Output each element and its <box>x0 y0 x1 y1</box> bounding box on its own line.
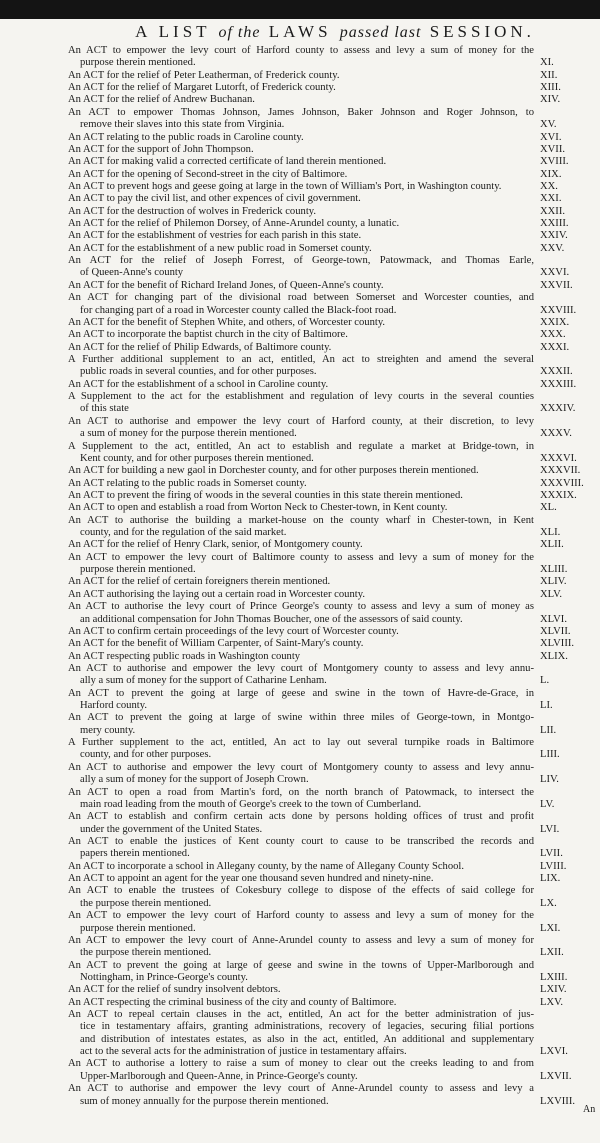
law-entry-line: An ACT for the relief of Andrew Buchanan. <box>68 94 255 106</box>
law-entry-line: An ACT to prevent the going at large of geese and swine in the town of Havre-de-Grace, in <box>68 687 534 699</box>
law-entry-line: An ACT to confirm certain proceedings of the levy court of Worcester county. <box>68 625 399 637</box>
law-entry <box>68 342 600 354</box>
law-entry-line: An ACT for the destruction of wolves in Frederick county. <box>68 205 317 217</box>
title-part: SESSION. <box>429 22 535 41</box>
law-entry-line: An ACT relating to the public roads in Caroline county. <box>68 131 304 143</box>
law-entry <box>68 552 600 577</box>
chapter-numeral: XXX. <box>540 329 566 341</box>
law-entry-line: An ACT to empower the levy court of Harford county to assess and levy a sum of money for the <box>68 45 534 56</box>
law-entry-line: An ACT to empower Thomas Johnson, James Johnson, Baker Johnson and Roger Johnson, to <box>68 106 534 118</box>
law-entry-line: An ACT to authorise and empower the levy court of Harford county, at their discretion, to levy <box>68 415 534 427</box>
law-entry-line: An ACT to enable the trustees of Cokesbury college to dispose of the effects of said college for <box>68 885 534 897</box>
chapter-numeral: XXXVI. <box>540 452 577 464</box>
law-entry-line: for changing part of a road in Worcester county called the Black-foot road. <box>80 304 397 316</box>
law-entry <box>68 317 600 329</box>
law-entry <box>68 576 600 588</box>
law-entry-line: An ACT to prevent the going at large of geese and swine in the towns of Upper-Marlborough and <box>68 959 534 971</box>
law-entry-line: An ACT to authorise and empower the levy court of Anne-Arundel county to assess and levy a <box>68 1083 534 1095</box>
law-entry-line: An ACT to open and establish a road from Worton Neck to Chester-town, in Kent county. <box>68 502 448 514</box>
chapter-numeral: XXXVIII. <box>540 477 584 489</box>
law-entry <box>68 329 600 341</box>
law-entry <box>68 280 600 292</box>
law-entry <box>68 132 600 144</box>
law-entry-line: the purpose therein mentioned. <box>80 897 212 909</box>
law-entry <box>68 762 600 787</box>
chapter-numeral: LIV. <box>540 774 559 786</box>
chapter-numeral: LVI. <box>540 823 560 835</box>
law-entry <box>68 712 600 737</box>
chapter-numeral: XXIII. <box>540 218 569 230</box>
law-entry-line: An ACT for the support of John Thompson. <box>68 143 254 155</box>
title-part: LAWS <box>268 22 332 41</box>
law-entry <box>68 601 600 626</box>
chapter-numeral: XXVII. <box>540 279 573 291</box>
law-entry-line: An ACT for the establishment of a new public road in Somerset county. <box>68 242 372 254</box>
chapter-numeral: LXVII. <box>540 1070 572 1082</box>
law-entry-line: sum of money annually for the purpose therein mentioned. <box>80 1095 329 1107</box>
law-entry <box>68 230 600 242</box>
law-entry-line: remove their slaves into this state from Virginia. <box>80 119 285 131</box>
chapter-numeral: XXXV. <box>540 428 572 440</box>
law-entry <box>68 255 600 280</box>
chapter-numeral: LX. <box>540 897 557 909</box>
law-entry-line: An ACT for the relief of Philip Edwards, of Baltimore county. <box>68 341 332 353</box>
law-entry <box>68 243 600 255</box>
chapter-numeral: LXVIII. <box>540 1095 576 1107</box>
chapter-numeral: LIX. <box>540 873 561 885</box>
law-entry-line: An ACT authorising the laying out a certain road in Worcester county. <box>68 588 365 600</box>
law-entry-line: An ACT for the benefit of Richard Ireland Jones, of Queen-Anne's county. <box>68 279 384 291</box>
chapter-numeral: LXI. <box>540 922 561 934</box>
law-entry-line: An ACT for the benefit of William Carpenter, of Saint-Mary's county. <box>68 638 364 650</box>
law-entry-line: tice in testamentary affairs, granting administrations, recovery of legacies, securing filial portions <box>80 1021 534 1033</box>
law-entry <box>68 688 600 713</box>
law-entry <box>68 502 600 514</box>
page-title <box>110 22 560 42</box>
chapter-numeral: XXVI. <box>540 267 570 279</box>
law-entry-line: Upper-Marlborough and Queen-Anne, in Prince-George's county. <box>80 1070 358 1082</box>
law-entry-line: and distribution of intestates estates, as also in the act, entitled, An additional and supplementary <box>80 1033 534 1045</box>
law-entry-line: An ACT to authorise and empower the levy court of Montgomery county to assess and levy annu- <box>68 761 534 773</box>
law-entry-line: An ACT to empower the levy court of Harford county to assess and levy a sum of money for the <box>68 910 534 922</box>
chapter-numeral: LII. <box>540 724 557 736</box>
law-entry <box>68 107 600 132</box>
law-entry <box>68 379 600 391</box>
law-entry-line: An ACT for the relief of Joseph Forrest, of George-town, Patowmack, and Thomas Earle, <box>68 255 534 267</box>
law-entry <box>68 1083 600 1108</box>
law-entry-line: An ACT for building a new gaol in Dorchester county, and for other purposes therein mentioned. <box>68 465 479 477</box>
law-entry-line: of this state <box>80 403 129 415</box>
chapter-numeral: XXXIV. <box>540 403 576 415</box>
law-entry-line: An ACT for the relief of Henry Clark, senior, of Montgomery county. <box>68 539 363 551</box>
law-entry-line: An ACT respecting public roads in Washington county <box>68 650 301 662</box>
law-entry <box>68 354 600 379</box>
law-entry-line: ally a sum of money for the support of Catharine Lenham. <box>80 675 327 687</box>
law-entry <box>68 441 600 466</box>
chapter-numeral: LXIII. <box>540 971 568 983</box>
law-entry <box>68 45 600 70</box>
law-entry <box>68 935 600 960</box>
chapter-numeral: LVIII. <box>540 860 567 872</box>
law-entry-line: An ACT to establish and confirm certain acts done by persons holding offices of trust and profit <box>68 811 534 823</box>
law-entry-line: county, and for the regulation of the said market. <box>80 527 287 539</box>
law-entry-line: ally a sum of money for the support of Joseph Crown. <box>80 774 309 786</box>
law-entry-line: an additional compensation for John Thomas Boucher, one of the assessors of said county. <box>80 613 463 625</box>
chapter-numeral: LXIV. <box>540 984 567 996</box>
law-entry-line: An ACT for the establishment of vestries for each parish in this state. <box>68 230 362 242</box>
chapter-numeral: XXXVII. <box>540 465 581 477</box>
chapter-numeral: LIII. <box>540 749 560 761</box>
law-entry-line: An ACT to incorporate a school in Allegany county, by the name of Allegany County School. <box>68 860 465 872</box>
title-part: A LIST <box>135 22 211 41</box>
chapter-numeral: XLVIII. <box>540 638 575 650</box>
catchword: An <box>583 1104 596 1115</box>
law-entry <box>68 960 600 985</box>
law-entry <box>68 193 600 205</box>
chapter-numeral: XLIV. <box>540 576 567 588</box>
law-entry <box>68 873 600 885</box>
law-entry-line: A Further additional supplement to an act, entitled, An act to streighten and amend the several <box>68 353 534 365</box>
law-entry <box>68 206 600 218</box>
law-entry <box>68 1058 600 1083</box>
chapter-numeral: XL. <box>540 502 557 514</box>
law-entry-line: the purpose therein mentioned. <box>80 947 212 959</box>
law-entry-line: An ACT to authorise the levy court of Prince George's county to assess and levy a sum of money as <box>68 601 534 613</box>
law-entry-line: An ACT for making valid a corrected certificate of land therein mentioned. <box>68 156 387 168</box>
law-entry-line: A Supplement to the act, entitled, An act to establish and regulate a market at Bridge-town, in <box>68 440 534 452</box>
law-entry <box>68 836 600 861</box>
law-entry-line: A Further supplement to the act, entitled, An act to lay out several turnpike roads in Baltimore <box>68 737 534 749</box>
chapter-numeral: XX. <box>540 180 558 192</box>
chapter-numeral: XV. <box>540 119 557 131</box>
chapter-numeral: XI. <box>540 57 554 69</box>
chapter-numeral: XVII. <box>540 143 566 155</box>
law-entry <box>68 515 600 540</box>
law-entry-line: papers therein mentioned. <box>80 848 190 860</box>
chapter-numeral: XXI. <box>540 193 562 205</box>
law-entry-line: Kent county, and for other purposes therein mentioned. <box>80 452 314 464</box>
chapter-numeral: XVIII. <box>540 156 569 168</box>
chapter-numeral: XLIII. <box>540 564 568 576</box>
law-entry-line: An ACT to authorise and empower the levy court of Montgomery county to assess and levy annu- <box>68 662 534 674</box>
law-entry-line: mery county. <box>80 724 136 736</box>
law-entry-line: Nottingham, in Prince-George's county. <box>80 971 248 983</box>
law-entry-line: An ACT relating to the public roads in Somerset county. <box>68 477 307 489</box>
law-entry-line: An ACT to prevent the going at large of swine within three miles of George-town, in Montgo- <box>68 712 534 724</box>
law-entry-line: An ACT to authorise the building a market-house on the county wharf in Chester-town, in Kent <box>68 514 534 526</box>
chapter-numeral: XIII. <box>540 82 561 94</box>
law-entry <box>68 811 600 836</box>
law-entry <box>68 984 600 996</box>
law-entry <box>68 490 600 502</box>
law-entry <box>68 651 600 663</box>
law-entry <box>68 787 600 812</box>
law-entry-line: purpose therein mentioned. <box>80 564 196 576</box>
law-entry-line: An ACT to empower the levy court of Baltimore county to assess and levy a sum of money for the <box>68 551 534 563</box>
law-entry <box>68 391 600 416</box>
chapter-numeral: XLVI. <box>540 613 567 625</box>
law-entry <box>68 218 600 230</box>
law-entry <box>68 94 600 106</box>
law-entry-line: An ACT for changing part of the divisional road between Somerset and Worcester counties, and <box>68 292 534 304</box>
law-entry-line: An ACT to prevent the firing of woods in the several counties in this state therein mentioned. <box>68 489 463 501</box>
scan-dark-border <box>0 0 600 19</box>
law-entry <box>68 416 600 441</box>
law-entry <box>68 156 600 168</box>
law-entry <box>68 861 600 873</box>
law-entry <box>68 910 600 935</box>
chapter-numeral: LI. <box>540 700 553 712</box>
law-entry-line: An ACT for the establishment of a school in Caroline county. <box>68 378 329 390</box>
law-entry-line: main road leading from the mouth of George's creek to the town of Cumberland. <box>80 798 422 810</box>
law-entry-line: purpose therein mentioned. <box>80 922 196 934</box>
law-entry-line: An ACT to incorporate the baptist church in the city of Baltimore. <box>68 329 348 341</box>
chapter-numeral: XXV. <box>540 242 565 254</box>
law-entry-line: An ACT for the relief of Peter Leatherman, of Frederick county. <box>68 69 340 81</box>
law-entry-line: A Supplement to the act for the establishment and regulation of levy courts in the several counties <box>68 391 534 403</box>
law-entry <box>68 70 600 82</box>
law-entry <box>68 292 600 317</box>
chapter-numeral: XLVII. <box>540 625 571 637</box>
chapter-numeral: XXXIX. <box>540 489 577 501</box>
law-entry-line: public roads in several counties, and for other purposes. <box>80 366 317 378</box>
law-entry-line: An ACT to enable the justices of Kent county court to cause to be transcribed the records and <box>68 836 534 847</box>
law-entry-line: Harford county. <box>80 700 147 712</box>
chapter-numeral: LVII. <box>540 848 563 860</box>
chapter-numeral: LXVI. <box>540 1046 568 1058</box>
law-entry-line: An ACT for the relief of Philemon Dorsey, of Anne-Arundel county, a lunatic. <box>68 218 400 230</box>
chapter-numeral: XXVIII. <box>540 304 577 316</box>
chapter-numeral: XLV. <box>540 588 563 600</box>
chapter-numeral: XII. <box>540 69 558 81</box>
law-entry-line: of Queen-Anne's county <box>80 267 184 279</box>
title-part: passed last <box>339 24 422 41</box>
law-entry <box>68 997 600 1009</box>
chapter-numeral: XXIV. <box>540 230 568 242</box>
chapter-numeral: XIV. <box>540 94 561 106</box>
law-entry <box>68 589 600 601</box>
law-entry-line: An ACT for the relief of Margaret Lutorft, of Frederick county. <box>68 82 336 94</box>
chapter-numeral: LV. <box>540 798 555 810</box>
law-entry-line: county, and for other purposes. <box>80 749 212 761</box>
law-entry <box>68 478 600 490</box>
laws-list <box>68 45 600 1108</box>
law-entry-line: An ACT to open a road from Martin's ford, on the north branch of Patowmack, to intersect the <box>68 786 534 798</box>
chapter-numeral: XXXII. <box>540 366 573 378</box>
chapter-numeral: XIX. <box>540 168 562 180</box>
chapter-numeral: LXV. <box>540 996 564 1008</box>
law-entry-line: An ACT to pay the civil list, and other expences of civil government. <box>68 193 361 205</box>
law-entry <box>68 885 600 910</box>
law-entry-line: An ACT respecting the criminal business of the city and county of Baltimore. <box>68 996 397 1008</box>
chapter-numeral: L. <box>540 675 550 687</box>
chapter-numeral: XXII. <box>540 205 566 217</box>
law-entry-line: purpose therein mentioned. <box>80 57 196 69</box>
title-part: of the <box>218 24 261 41</box>
chapter-numeral: XLI. <box>540 527 561 538</box>
law-entry <box>68 465 600 477</box>
law-entry-line: An ACT for the relief of certain foreigners therein mentioned. <box>68 576 331 588</box>
law-entry-line: An ACT to prevent hogs and geese going at large in the town of William's Port, in Washington county. <box>68 180 502 192</box>
law-entry-line: An ACT to authorise a lottery to raise a sum of money to clear out the creeks leading to and from <box>68 1058 534 1070</box>
law-entry <box>68 82 600 94</box>
law-entry <box>68 1009 600 1058</box>
law-entry <box>68 181 600 193</box>
law-entry <box>68 638 600 650</box>
law-entry <box>68 144 600 156</box>
law-entry-line: under the government of the United States. <box>80 823 263 835</box>
chapter-numeral: XVI. <box>540 131 562 143</box>
law-entry <box>68 626 600 638</box>
law-entry-line: An ACT to empower the levy court of Anne-Arundel county to assess and levy a sum of money for <box>68 934 534 946</box>
law-entry-line: act to the several acts for the administration of justice in testamentary affairs. <box>80 1046 407 1058</box>
law-entry-line: An ACT for the benefit of Stephen White, and others, of Worcester county. <box>68 316 386 328</box>
law-entry <box>68 663 600 688</box>
law-entry <box>68 539 600 551</box>
law-entry <box>68 169 600 181</box>
chapter-numeral: XXIX. <box>540 316 570 328</box>
law-entry-line: An ACT to repeal certain clauses in the act, entitled, An act for the better administration of jus- <box>68 1009 534 1021</box>
law-entry-line: An ACT for the opening of Second-street in the city of Baltimore. <box>68 168 348 180</box>
chapter-numeral: LXII. <box>540 947 564 959</box>
law-entry <box>68 737 600 762</box>
law-entry-line: An ACT for the relief of sundry insolvent debtors. <box>68 984 281 996</box>
chapter-numeral: XXXIII. <box>540 378 577 390</box>
law-entry-line: An ACT to appoint an agent for the year one thousand seven hundred and ninety-nine. <box>68 873 434 885</box>
chapter-numeral: XLII. <box>540 539 564 551</box>
law-entry-line: a sum of money for the purpose therein mentioned. <box>80 428 297 440</box>
chapter-numeral: XXXI. <box>540 341 570 353</box>
chapter-numeral: XLIX. <box>540 650 568 662</box>
